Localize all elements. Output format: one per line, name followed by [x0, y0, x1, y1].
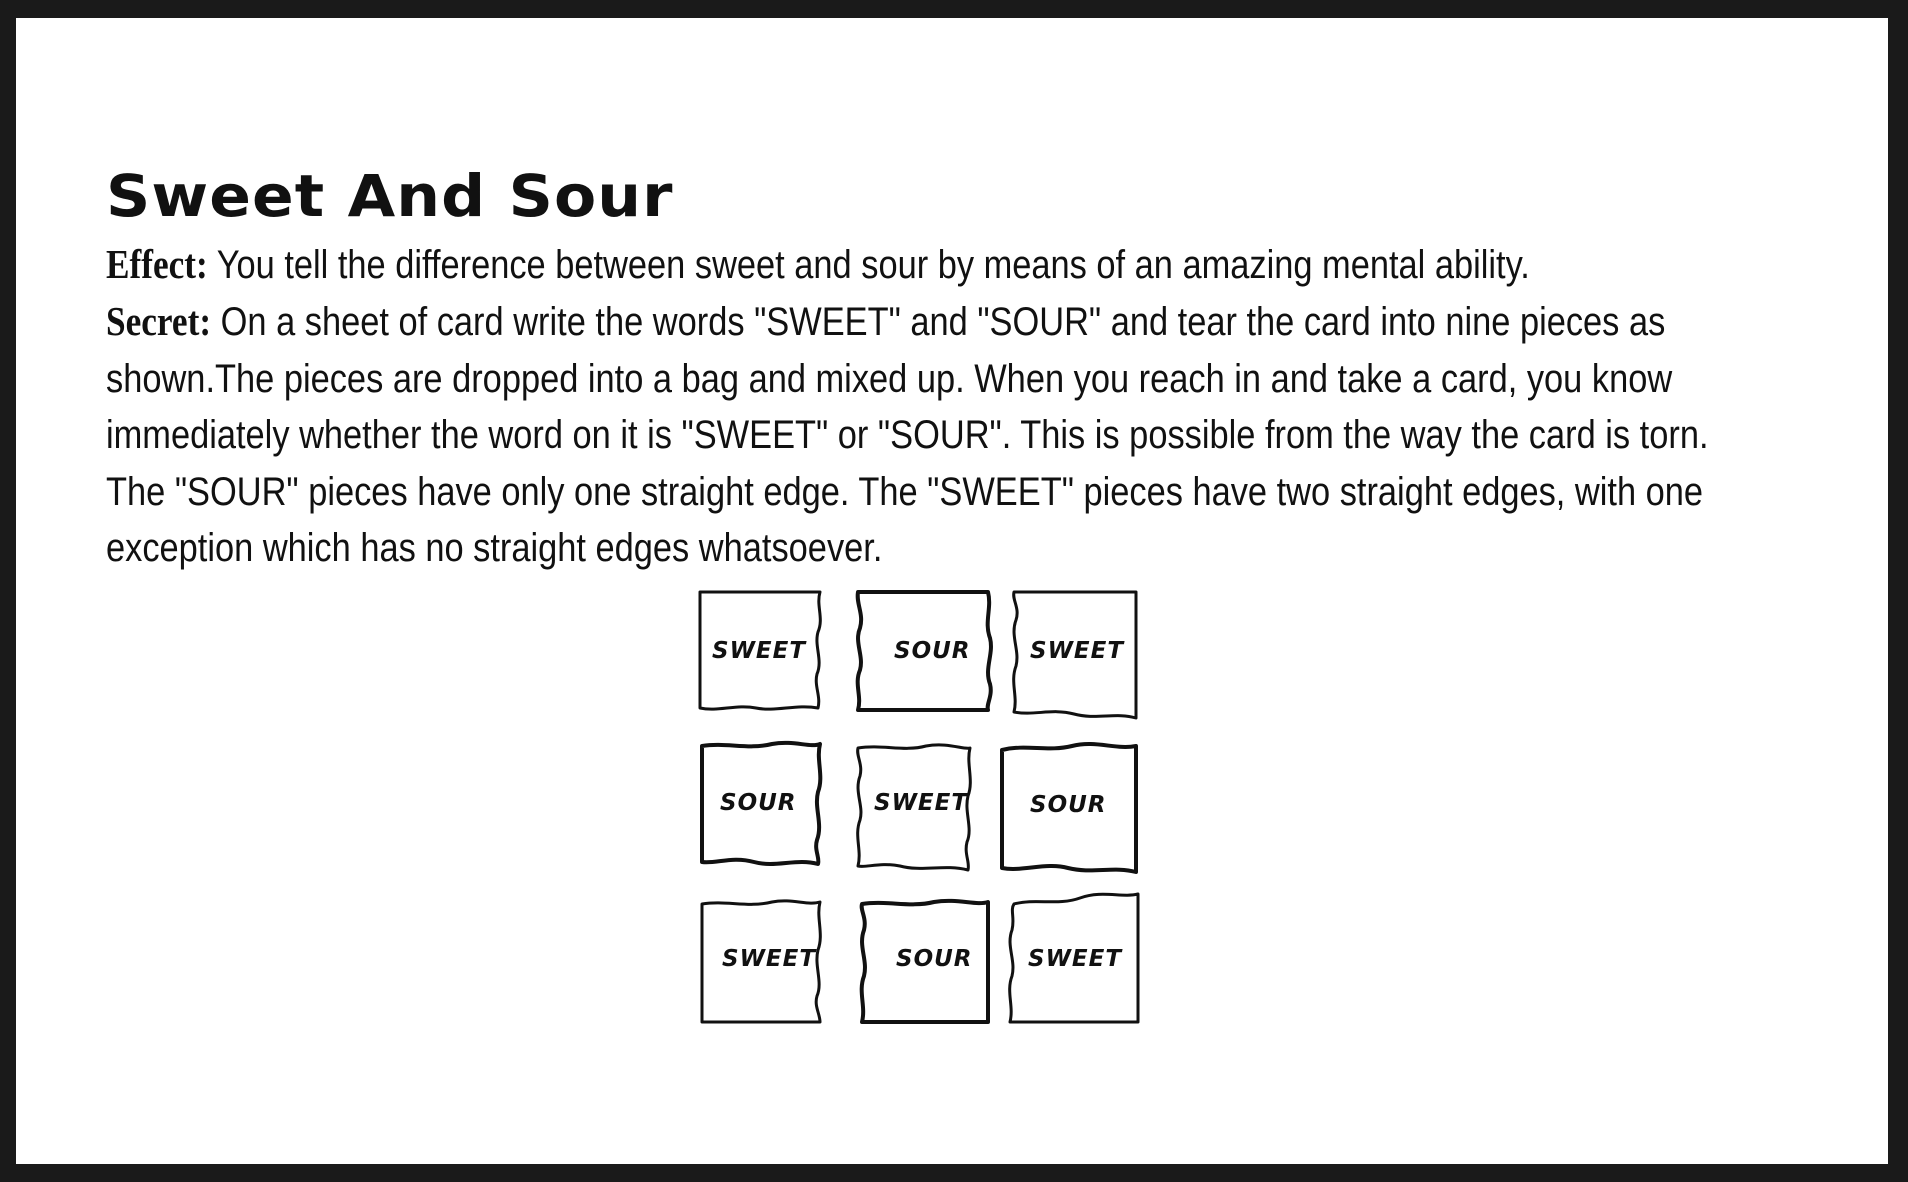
piece-word-4: SOUR — [720, 790, 797, 816]
secret-line-1 — [106, 293, 1666, 350]
secret-line-4: The "SOUR" pieces have only one straight edge. The "SWEET" pieces have two straight edges, with one — [106, 469, 1704, 514]
torn-pieces-illustration — [696, 586, 1152, 1034]
secret-line-3: immediately whether the word on it is "SWEET" or "SOUR". This is possible from the way the card is torn. — [106, 413, 1709, 458]
secret-line-5: exception which has no straight edges whatsoever. — [106, 526, 883, 571]
piece-word-5: SWEET — [874, 790, 969, 816]
card-piece-4 — [702, 743, 820, 864]
secret-text-1: On a sheet of card write the words "SWEET" and "SOUR" and tear the card into nine pieces as — [211, 300, 1666, 345]
secret-line-2: shown.The pieces are dropped into a bag and mixed up. When you reach in and take a card, you know — [106, 356, 1673, 401]
piece-word-6: SOUR — [1030, 792, 1107, 818]
secret-label: Secret: — [106, 298, 212, 345]
card-piece-1 — [700, 592, 820, 709]
card-piece-7 — [702, 901, 820, 1022]
effect-text: You tell the difference between sweet and sour by means of an amazing mental ability. — [207, 243, 1530, 287]
piece-word-9: SWEET — [1028, 946, 1123, 972]
torn-card-diagram — [696, 586, 1152, 1034]
trick-description — [106, 236, 1896, 576]
effect-label: Effect: — [106, 241, 208, 287]
card-piece-5 — [858, 745, 971, 870]
page-title: Sweet And Sour — [106, 162, 674, 230]
piece-word-8: SOUR — [896, 946, 973, 972]
effect-paragraph — [106, 236, 1645, 293]
card-piece-6 — [1002, 744, 1136, 872]
card-piece-8 — [862, 901, 988, 1022]
piece-word-7: SWEET — [722, 946, 817, 972]
card-piece-9 — [1010, 894, 1138, 1022]
piece-word-3: SWEET — [1030, 638, 1125, 664]
card-piece-3 — [1014, 592, 1136, 718]
piece-word-2: SOUR — [894, 638, 971, 664]
card-piece-2 — [858, 592, 991, 710]
piece-word-1: SWEET — [712, 638, 807, 664]
